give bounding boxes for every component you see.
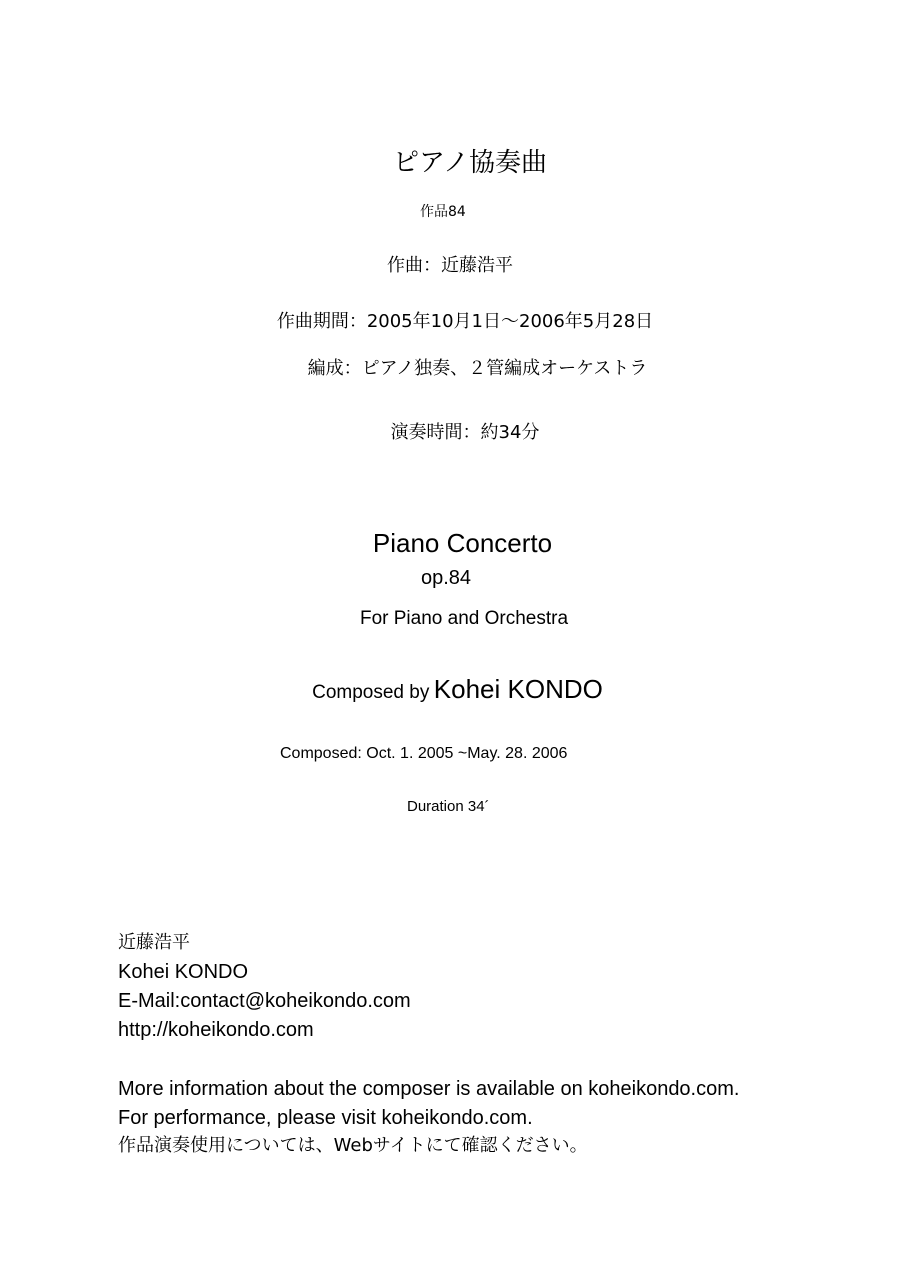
japanese-title: ピアノ協奏曲 [393, 148, 547, 178]
english-instrumentation: For Piano and Orchestra [359, 608, 569, 629]
contact-website-link[interactable]: http://koheikondo.com [118, 1019, 314, 1041]
composed-by-prefix: Composed by [312, 682, 430, 703]
english-composer-line [0, 676, 900, 702]
note-performance-jp: 作品演奏使用については、Webサイトにて確認ください。 [118, 1135, 588, 1156]
contact-name-en: Kohei KONDO [118, 961, 249, 983]
english-opus: op.84 [421, 567, 472, 589]
japanese-instrumentation: 編成：ピアノ独奏、２管編成オーケストラ [307, 358, 648, 379]
note-more-info: More information about the composer is available on koheikondo.com. [118, 1078, 740, 1100]
english-composition-dates: Composed: Oct. 1. 2005 ~May. 28. 2006 [280, 745, 568, 762]
japanese-composition-period: 作曲期間：2005年10月1日～2006年5月28日 [276, 311, 654, 332]
contact-name-jp: 近藤浩平 [118, 932, 190, 953]
composer-name: Kohei KONDO [433, 674, 603, 704]
english-duration: Duration 34´ [407, 798, 490, 815]
note-performance: For performance, please visit koheikondo.com. [118, 1107, 533, 1129]
contact-email[interactable]: E-Mail:contact@koheikondo.com [118, 990, 411, 1012]
japanese-duration: 演奏時間：約34分 [390, 422, 540, 443]
english-title: Piano Concerto [372, 528, 553, 558]
japanese-composer: 作曲：近藤浩平 [387, 255, 513, 276]
japanese-opus: 作品84 [420, 204, 466, 220]
